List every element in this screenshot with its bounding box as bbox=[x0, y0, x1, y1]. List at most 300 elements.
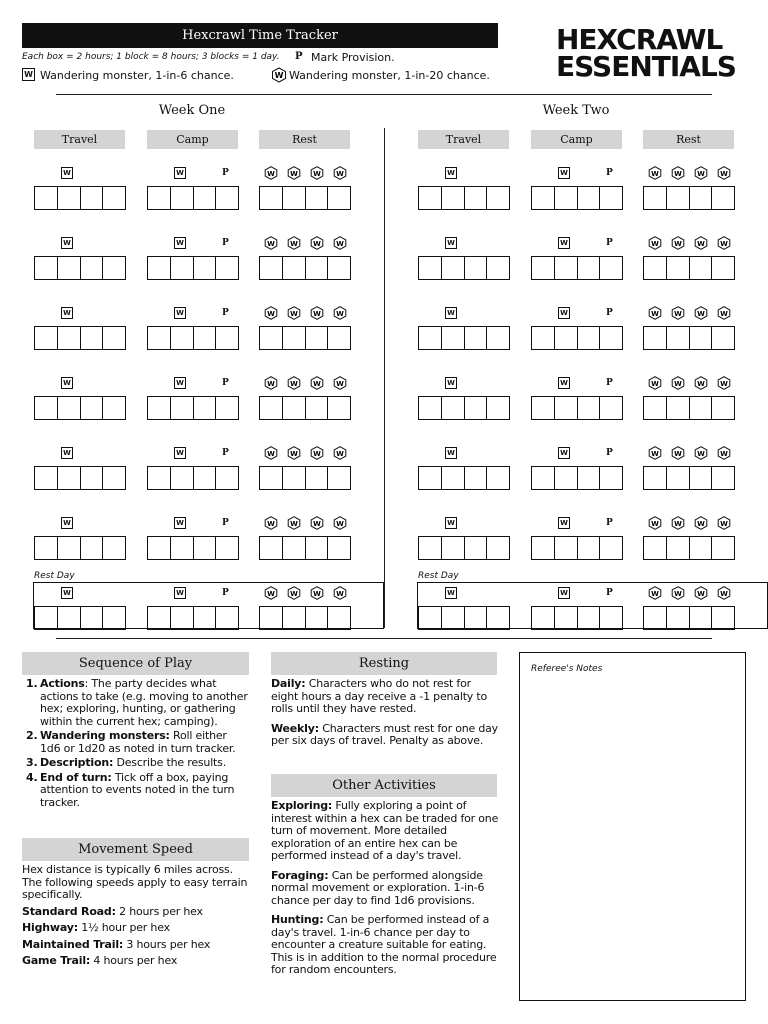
time-box-checkbox[interactable] bbox=[34, 536, 58, 560]
time-box-checkbox[interactable] bbox=[34, 186, 58, 210]
time-box-checkbox[interactable] bbox=[486, 536, 510, 560]
movement-intro: Hex distance is typically 6 miles across. The following speeds apply to easy terrain specifically. bbox=[22, 863, 248, 901]
time-box-checkbox[interactable] bbox=[441, 396, 465, 420]
provision-marker: P bbox=[606, 518, 613, 528]
step-term: End of turn: bbox=[40, 770, 112, 784]
time-box-checkbox[interactable] bbox=[215, 326, 239, 350]
time-box-checkbox[interactable] bbox=[554, 256, 578, 280]
time-box-checkbox[interactable] bbox=[215, 256, 239, 280]
wandering-hex-icon bbox=[694, 446, 708, 460]
wandering-square-icon: W bbox=[174, 237, 186, 249]
svg-text:W: W bbox=[313, 520, 321, 528]
time-box-checkbox[interactable] bbox=[282, 466, 306, 490]
speed-text: 3 hours per hex bbox=[123, 937, 211, 951]
svg-text:W: W bbox=[697, 590, 705, 598]
svg-text:W: W bbox=[720, 590, 728, 598]
time-box-checkbox[interactable] bbox=[666, 256, 690, 280]
time-box-checkbox[interactable] bbox=[418, 606, 442, 630]
time-box-checkbox[interactable] bbox=[282, 326, 306, 350]
wandering-square-icon: W bbox=[558, 377, 570, 389]
time-boxes bbox=[259, 396, 351, 420]
time-box-checkbox[interactable] bbox=[711, 606, 735, 630]
svg-text:W: W bbox=[267, 590, 275, 598]
time-box-checkbox[interactable] bbox=[711, 466, 735, 490]
time-box-checkbox[interactable] bbox=[80, 466, 104, 490]
column-header-one-2: Rest bbox=[259, 130, 350, 149]
time-box-checkbox[interactable] bbox=[147, 466, 171, 490]
time-box-checkbox[interactable] bbox=[711, 256, 735, 280]
time-box-checkbox[interactable] bbox=[486, 256, 510, 280]
time-box-checkbox[interactable] bbox=[418, 396, 442, 420]
svg-text:W: W bbox=[651, 590, 659, 598]
other-activities-text bbox=[271, 800, 501, 984]
provision-marker: P bbox=[606, 378, 613, 388]
time-box-checkbox[interactable] bbox=[666, 186, 690, 210]
sequence-of-play-heading: Sequence of Play bbox=[22, 652, 249, 675]
svg-text:W: W bbox=[267, 450, 275, 458]
resting-text bbox=[271, 678, 501, 755]
time-box-checkbox[interactable] bbox=[102, 256, 126, 280]
wandering-hex-label: Wandering monster, 1-in-20 chance. bbox=[289, 69, 490, 82]
svg-text:W: W bbox=[313, 170, 321, 178]
time-box-checkbox[interactable] bbox=[80, 396, 104, 420]
time-box-checkbox[interactable] bbox=[34, 606, 58, 630]
wandering-square-icon: W bbox=[445, 517, 457, 529]
resting-text: Characters who do not rest for eight hours a day receive a -1 penalty to rolls until they have rested. bbox=[271, 677, 488, 715]
svg-text:W: W bbox=[697, 450, 705, 458]
column-header-two-0: Travel bbox=[418, 130, 509, 149]
time-box-checkbox[interactable] bbox=[464, 606, 488, 630]
time-box-checkbox[interactable] bbox=[643, 186, 667, 210]
wandering-hex-icon bbox=[717, 306, 731, 320]
time-box-checkbox[interactable] bbox=[305, 186, 329, 210]
time-box-checkbox[interactable] bbox=[102, 326, 126, 350]
time-box-checkbox[interactable] bbox=[643, 396, 667, 420]
time-box-checkbox[interactable] bbox=[643, 536, 667, 560]
wandering-hex-icon bbox=[287, 586, 301, 600]
time-box-checkbox[interactable] bbox=[689, 186, 713, 210]
provision-marker: P bbox=[222, 378, 229, 388]
speed-term: Standard Road: bbox=[22, 904, 116, 918]
time-box-checkbox[interactable] bbox=[464, 396, 488, 420]
time-box-checkbox[interactable] bbox=[486, 326, 510, 350]
time-boxes bbox=[531, 186, 623, 210]
svg-text:W: W bbox=[336, 590, 344, 598]
wandering-square-icon: W bbox=[558, 307, 570, 319]
time-box-checkbox[interactable] bbox=[418, 326, 442, 350]
time-box-checkbox[interactable] bbox=[170, 466, 194, 490]
movement-speed-text bbox=[22, 864, 250, 972]
time-box-checkbox[interactable] bbox=[80, 606, 104, 630]
legend-time bbox=[22, 51, 622, 65]
time-box-checkbox[interactable] bbox=[102, 396, 126, 420]
time-box-checkbox[interactable] bbox=[486, 606, 510, 630]
time-box-checkbox[interactable] bbox=[666, 396, 690, 420]
time-box-checkbox[interactable] bbox=[689, 326, 713, 350]
time-boxes bbox=[34, 606, 126, 630]
time-box-checkbox[interactable] bbox=[147, 536, 171, 560]
time-box-checkbox[interactable] bbox=[57, 606, 81, 630]
time-box-checkbox[interactable] bbox=[193, 186, 217, 210]
time-box-checkbox[interactable] bbox=[599, 536, 623, 560]
step-term: Actions bbox=[40, 677, 85, 690]
time-box-checkbox[interactable] bbox=[102, 606, 126, 630]
resting-heading: Resting bbox=[271, 652, 497, 675]
time-box-checkbox[interactable] bbox=[34, 326, 58, 350]
time-box-checkbox[interactable] bbox=[531, 186, 555, 210]
wandering-hex-icon bbox=[717, 376, 731, 390]
legend-monsters bbox=[22, 68, 542, 84]
time-box-checkbox[interactable] bbox=[147, 326, 171, 350]
wandering-square-label: Wandering monster, 1-in-6 chance. bbox=[40, 69, 234, 82]
column-header-two-2: Rest bbox=[643, 130, 734, 149]
time-box-checkbox[interactable] bbox=[327, 186, 351, 210]
time-box-checkbox[interactable] bbox=[666, 536, 690, 560]
svg-text:W: W bbox=[720, 450, 728, 458]
svg-text:W: W bbox=[651, 310, 659, 318]
wandering-square-icon: W bbox=[61, 307, 73, 319]
time-box-checkbox[interactable] bbox=[259, 606, 283, 630]
time-box-checkbox[interactable] bbox=[441, 466, 465, 490]
time-box-checkbox[interactable] bbox=[327, 536, 351, 560]
wandering-hex-icon bbox=[648, 516, 662, 530]
wandering-square-icon: W bbox=[174, 587, 186, 599]
week-one-title: Week One bbox=[158, 103, 226, 118]
time-box-checkbox[interactable] bbox=[57, 326, 81, 350]
time-box-checkbox[interactable] bbox=[464, 326, 488, 350]
week-two-title: Week Two bbox=[542, 103, 610, 118]
time-box-checkbox[interactable] bbox=[102, 466, 126, 490]
svg-text:W: W bbox=[336, 380, 344, 388]
wandering-hex-icon bbox=[310, 306, 324, 320]
time-box-checkbox[interactable] bbox=[215, 606, 239, 630]
time-box-checkbox[interactable] bbox=[577, 396, 601, 420]
time-box-checkbox[interactable] bbox=[643, 466, 667, 490]
time-box-checkbox[interactable] bbox=[599, 256, 623, 280]
time-boxes bbox=[147, 606, 239, 630]
other-paragraph bbox=[271, 800, 501, 863]
time-box-checkbox[interactable] bbox=[441, 606, 465, 630]
time-box-checkbox[interactable] bbox=[170, 536, 194, 560]
time-box-checkbox[interactable] bbox=[193, 396, 217, 420]
wandering-hex-icon bbox=[310, 236, 324, 250]
time-box-checkbox[interactable] bbox=[147, 256, 171, 280]
time-boxes bbox=[531, 606, 623, 630]
svg-text:W: W bbox=[697, 310, 705, 318]
time-box-checkbox[interactable] bbox=[689, 606, 713, 630]
speed-term: Highway: bbox=[22, 921, 78, 934]
time-box-checkbox[interactable] bbox=[599, 186, 623, 210]
time-box-checkbox[interactable] bbox=[80, 256, 104, 280]
time-box-checkbox[interactable] bbox=[464, 536, 488, 560]
time-box-checkbox[interactable] bbox=[577, 186, 601, 210]
time-box-checkbox[interactable] bbox=[327, 466, 351, 490]
time-box-checkbox[interactable] bbox=[486, 186, 510, 210]
time-box-checkbox[interactable] bbox=[215, 536, 239, 560]
time-box-checkbox[interactable] bbox=[599, 396, 623, 420]
time-box-checkbox[interactable] bbox=[327, 606, 351, 630]
wandering-hex-icon bbox=[671, 306, 685, 320]
time-box-checkbox[interactable] bbox=[305, 466, 329, 490]
time-box-checkbox[interactable] bbox=[282, 186, 306, 210]
svg-text:W: W bbox=[336, 520, 344, 528]
time-box-checkbox[interactable] bbox=[259, 256, 283, 280]
time-box-checkbox[interactable] bbox=[193, 536, 217, 560]
time-box-checkbox[interactable] bbox=[531, 536, 555, 560]
time-box-checkbox[interactable] bbox=[102, 186, 126, 210]
speed-row bbox=[22, 955, 250, 968]
svg-text:W: W bbox=[674, 520, 682, 528]
time-boxes bbox=[147, 466, 239, 490]
time-box-checkbox[interactable] bbox=[689, 256, 713, 280]
time-boxes bbox=[34, 536, 126, 560]
time-box-checkbox[interactable] bbox=[215, 466, 239, 490]
speed-text: 2 hours per hex bbox=[115, 904, 203, 918]
time-box-checkbox[interactable] bbox=[577, 536, 601, 560]
svg-text:W: W bbox=[290, 590, 298, 598]
time-box-checkbox[interactable] bbox=[259, 536, 283, 560]
wandering-hex-icon bbox=[310, 376, 324, 390]
time-box-checkbox[interactable] bbox=[102, 536, 126, 560]
wandering-hex-icon bbox=[264, 306, 278, 320]
time-box-checkbox[interactable] bbox=[666, 326, 690, 350]
time-box-checkbox[interactable] bbox=[57, 186, 81, 210]
time-box-checkbox[interactable] bbox=[418, 466, 442, 490]
time-box-checkbox[interactable] bbox=[57, 466, 81, 490]
sequence-step bbox=[22, 678, 250, 728]
wandering-hex-icon bbox=[648, 236, 662, 250]
other-text: Fully exploring a point of interest within a hex can be traded for one turn of movement. More detailed exploration of an entire hex can be performed instead of a day's travel. bbox=[271, 799, 499, 862]
provision-marker: P bbox=[606, 588, 613, 598]
wandering-square-icon: W bbox=[61, 377, 73, 389]
svg-text:W: W bbox=[651, 170, 659, 178]
time-box-checkbox[interactable] bbox=[147, 186, 171, 210]
time-box-checkbox[interactable] bbox=[170, 326, 194, 350]
wandering-square-icon: W bbox=[558, 237, 570, 249]
svg-text:W: W bbox=[720, 310, 728, 318]
svg-text:W: W bbox=[651, 240, 659, 248]
wandering-hex-icon bbox=[671, 516, 685, 530]
time-box-checkbox[interactable] bbox=[147, 606, 171, 630]
svg-text:W: W bbox=[290, 170, 298, 178]
provision-marker: P bbox=[222, 588, 229, 598]
svg-text:W: W bbox=[313, 310, 321, 318]
time-box-checkbox[interactable] bbox=[305, 536, 329, 560]
svg-text:W: W bbox=[313, 240, 321, 248]
step-number: 4. bbox=[26, 770, 38, 784]
speed-term: Game Trail: bbox=[22, 954, 91, 967]
time-box-checkbox[interactable] bbox=[147, 396, 171, 420]
time-box-checkbox[interactable] bbox=[305, 606, 329, 630]
time-box-checkbox[interactable] bbox=[80, 326, 104, 350]
time-box-checkbox[interactable] bbox=[215, 186, 239, 210]
time-boxes bbox=[418, 396, 510, 420]
step-text: : The party decides what actions to take (e.g. moving to another hex; exploring, hunting, or gathering within the current hex; camping). bbox=[40, 677, 248, 728]
time-box-checkbox[interactable] bbox=[577, 466, 601, 490]
time-box-checkbox[interactable] bbox=[259, 466, 283, 490]
wandering-hex-icon bbox=[333, 166, 347, 180]
time-box-checkbox[interactable] bbox=[689, 536, 713, 560]
svg-text:W: W bbox=[336, 240, 344, 248]
wandering-hex-icon bbox=[671, 446, 685, 460]
time-box-checkbox[interactable] bbox=[711, 536, 735, 560]
time-box-checkbox[interactable] bbox=[711, 186, 735, 210]
wandering-hex-icon bbox=[287, 166, 301, 180]
time-box-checkbox[interactable] bbox=[259, 186, 283, 210]
wandering-hex-icon bbox=[717, 446, 731, 460]
time-boxes bbox=[259, 256, 351, 280]
time-box-checkbox[interactable] bbox=[599, 606, 623, 630]
time-box-checkbox[interactable] bbox=[486, 396, 510, 420]
time-box-checkbox[interactable] bbox=[464, 256, 488, 280]
resting-paragraph bbox=[271, 723, 501, 748]
time-box-checkbox[interactable] bbox=[418, 536, 442, 560]
time-boxes bbox=[259, 536, 351, 560]
time-box-checkbox[interactable] bbox=[711, 326, 735, 350]
time-box-checkbox[interactable] bbox=[34, 466, 58, 490]
time-box-checkbox[interactable] bbox=[418, 256, 442, 280]
time-box-checkbox[interactable] bbox=[464, 186, 488, 210]
wandering-hex-icon bbox=[333, 446, 347, 460]
time-box-checkbox[interactable] bbox=[666, 466, 690, 490]
time-box-checkbox[interactable] bbox=[689, 396, 713, 420]
sequence-step bbox=[22, 757, 250, 770]
logo-line1: HEXCRAWL bbox=[556, 23, 723, 56]
time-box-checkbox[interactable] bbox=[418, 186, 442, 210]
time-box-checkbox[interactable] bbox=[531, 256, 555, 280]
time-box-checkbox[interactable] bbox=[170, 396, 194, 420]
time-box-checkbox[interactable] bbox=[554, 466, 578, 490]
time-box-checkbox[interactable] bbox=[531, 326, 555, 350]
time-boxes bbox=[259, 186, 351, 210]
time-box-checkbox[interactable] bbox=[441, 256, 465, 280]
time-box-checkbox[interactable] bbox=[486, 466, 510, 490]
time-box-checkbox[interactable] bbox=[170, 606, 194, 630]
time-box-checkbox[interactable] bbox=[599, 326, 623, 350]
wandering-hex-icon bbox=[287, 306, 301, 320]
time-box-checkbox[interactable] bbox=[577, 256, 601, 280]
other-term: Hunting: bbox=[271, 913, 324, 926]
time-box-checkbox[interactable] bbox=[554, 606, 578, 630]
svg-text:W: W bbox=[674, 310, 682, 318]
time-box-checkbox[interactable] bbox=[282, 256, 306, 280]
time-boxes bbox=[418, 536, 510, 560]
time-boxes bbox=[34, 186, 126, 210]
wandering-hex-icon bbox=[694, 516, 708, 530]
time-box-checkbox[interactable] bbox=[193, 606, 217, 630]
time-box-checkbox[interactable] bbox=[305, 396, 329, 420]
column-header-one-0: Travel bbox=[34, 130, 125, 149]
time-box-checkbox[interactable] bbox=[531, 606, 555, 630]
time-box-checkbox[interactable] bbox=[282, 606, 306, 630]
time-box-checkbox[interactable] bbox=[577, 326, 601, 350]
time-box-checkbox[interactable] bbox=[305, 326, 329, 350]
time-box-checkbox[interactable] bbox=[441, 326, 465, 350]
time-box-checkbox[interactable] bbox=[643, 606, 667, 630]
time-box-checkbox[interactable] bbox=[599, 466, 623, 490]
time-box-checkbox[interactable] bbox=[259, 396, 283, 420]
referee-notes-box[interactable] bbox=[519, 652, 746, 1001]
wandering-hex-icon bbox=[648, 166, 662, 180]
time-box-checkbox[interactable] bbox=[577, 606, 601, 630]
time-box-checkbox[interactable] bbox=[80, 536, 104, 560]
time-box-checkbox[interactable] bbox=[441, 536, 465, 560]
time-box-checkbox[interactable] bbox=[57, 256, 81, 280]
time-boxes bbox=[643, 186, 735, 210]
time-box-checkbox[interactable] bbox=[282, 536, 306, 560]
time-boxes bbox=[643, 326, 735, 350]
time-box-checkbox[interactable] bbox=[554, 326, 578, 350]
referee-notes-label: Referee's Notes bbox=[531, 664, 603, 674]
time-box-checkbox[interactable] bbox=[305, 256, 329, 280]
time-box-checkbox[interactable] bbox=[327, 396, 351, 420]
time-box-checkbox[interactable] bbox=[57, 536, 81, 560]
time-box-checkbox[interactable] bbox=[441, 186, 465, 210]
other-paragraph bbox=[271, 870, 501, 908]
time-box-checkbox[interactable] bbox=[554, 186, 578, 210]
svg-text:W: W bbox=[274, 71, 284, 80]
time-box-checkbox[interactable] bbox=[643, 326, 667, 350]
wandering-hex-icon bbox=[310, 446, 324, 460]
legend-time-text: Each box = 2 hours; 1 block = 8 hours; 3 blocks = 1 day. bbox=[22, 52, 280, 62]
time-box-checkbox[interactable] bbox=[34, 256, 58, 280]
time-boxes bbox=[418, 326, 510, 350]
time-box-checkbox[interactable] bbox=[531, 466, 555, 490]
time-boxes bbox=[147, 396, 239, 420]
wandering-hex-icon bbox=[717, 516, 731, 530]
time-box-checkbox[interactable] bbox=[689, 466, 713, 490]
svg-text:W: W bbox=[336, 450, 344, 458]
time-box-checkbox[interactable] bbox=[57, 396, 81, 420]
time-box-checkbox[interactable] bbox=[327, 326, 351, 350]
time-box-checkbox[interactable] bbox=[193, 326, 217, 350]
time-box-checkbox[interactable] bbox=[259, 326, 283, 350]
svg-text:W: W bbox=[313, 450, 321, 458]
time-box-checkbox[interactable] bbox=[327, 256, 351, 280]
time-box-checkbox[interactable] bbox=[711, 396, 735, 420]
provision-marker: P bbox=[222, 168, 229, 178]
wandering-square-icon: W bbox=[174, 517, 186, 529]
time-boxes bbox=[147, 256, 239, 280]
time-box-checkbox[interactable] bbox=[554, 536, 578, 560]
speed-row bbox=[22, 939, 250, 952]
time-box-checkbox[interactable] bbox=[193, 256, 217, 280]
top-divider bbox=[56, 94, 712, 95]
time-box-checkbox[interactable] bbox=[554, 396, 578, 420]
wandering-hex-icon bbox=[310, 516, 324, 530]
svg-text:W: W bbox=[290, 450, 298, 458]
time-box-checkbox[interactable] bbox=[80, 186, 104, 210]
time-box-checkbox[interactable] bbox=[193, 466, 217, 490]
time-boxes bbox=[418, 186, 510, 210]
time-box-checkbox[interactable] bbox=[666, 606, 690, 630]
wandering-square-icon: W bbox=[445, 377, 457, 389]
time-box-checkbox[interactable] bbox=[531, 396, 555, 420]
time-boxes bbox=[643, 536, 735, 560]
time-box-checkbox[interactable] bbox=[215, 396, 239, 420]
time-box-checkbox[interactable] bbox=[170, 256, 194, 280]
time-box-checkbox[interactable] bbox=[643, 256, 667, 280]
time-box-checkbox[interactable] bbox=[170, 186, 194, 210]
svg-text:W: W bbox=[290, 310, 298, 318]
time-box-checkbox[interactable] bbox=[34, 396, 58, 420]
wandering-hex-icon bbox=[310, 166, 324, 180]
time-box-checkbox[interactable] bbox=[464, 466, 488, 490]
time-box-checkbox[interactable] bbox=[282, 396, 306, 420]
svg-text:W: W bbox=[674, 450, 682, 458]
speed-text: 1½ hour per hex bbox=[77, 921, 170, 934]
time-boxes bbox=[34, 256, 126, 280]
